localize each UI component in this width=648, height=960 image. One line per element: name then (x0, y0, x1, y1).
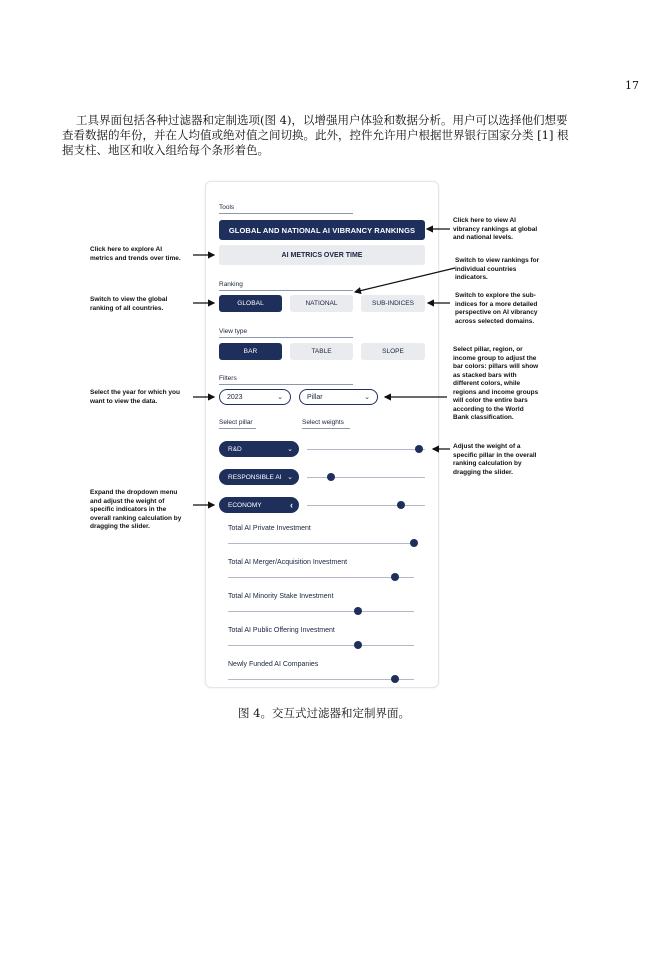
ranking-subindices-button[interactable]: SUB-INDICES (361, 295, 425, 312)
chevron-down-icon: ⌄ (277, 394, 283, 401)
annotation-line: Click here to view AI (453, 217, 516, 224)
annotation-line: Click here to explore AI (90, 246, 163, 253)
arrow-national (355, 268, 455, 292)
pillar-label: R&D (228, 445, 242, 453)
annotation-line: overall ranking calculation by (90, 514, 182, 522)
chevron-down-icon: ⌄ (287, 474, 293, 481)
ai-metrics-over-time-button[interactable]: AI METRICS OVER TIME (219, 245, 425, 265)
chevron-left-icon: ‹ (290, 500, 293, 510)
annotation-line: ranking of all countries. (90, 304, 164, 312)
annotation-line: indicators. (455, 274, 488, 281)
ranking-label: Ranking (219, 281, 243, 288)
annotation-line: specific indicators in the (90, 506, 167, 513)
page-number: 17 (625, 79, 639, 92)
view-table-button[interactable]: TABLE (290, 343, 353, 360)
annotation-line: Adjust the weight of a (453, 443, 521, 450)
annotation-line: want to view the data. (90, 397, 158, 405)
ranking-global-button[interactable]: GLOBAL (219, 295, 282, 312)
annotation-line: and adjust the weight of (90, 497, 165, 505)
indicator-label: Newly Funded AI Companies (228, 661, 319, 668)
chevron-down-icon: ⌄ (364, 394, 370, 401)
pillar-label: ECONOMY (228, 501, 262, 509)
select-weights-label: Select weights (302, 419, 344, 426)
annotation-line: ranking calculation by (453, 460, 522, 467)
annotation-line: different colors, while (453, 380, 521, 387)
annotation-line: Switch to explore the sub- (455, 292, 536, 299)
figure-caption: 图 4。交互式过滤器和定制界面。 (238, 706, 410, 720)
annotation-line: Select the year for which you (90, 389, 180, 396)
indicator-label: Total AI Private Investment (228, 525, 311, 532)
annotation-line: bar colors: pillars will show (453, 363, 539, 370)
annotation-line: Bank classification. (453, 414, 514, 421)
annotation-line: Switch to view rankings for (455, 257, 540, 264)
annotation-line: dragging the slider. (90, 523, 150, 530)
annotation-line: vibrancy rankings at global (453, 225, 538, 233)
tools-label: Tools (219, 204, 235, 211)
indicator-label: Total AI Public Offering Investment (228, 627, 335, 634)
paragraph-line: 据支柱、地区和收入组给每个条形着色。 (62, 143, 269, 157)
annotation-line: Switch to view the global (90, 296, 168, 303)
annotation-line: dragging the slider. (453, 468, 513, 476)
annotation-line: according to the World (453, 405, 524, 413)
annotation-line: individual countries (455, 265, 517, 273)
select-pillar-label: Select pillar (219, 419, 253, 426)
annotation-line: metrics and trends over time. (90, 254, 181, 262)
annotation-line: income group to adjust the (453, 354, 537, 362)
annotation-line: specific pillar in the overall (453, 451, 537, 459)
chevron-down-icon: ⌄ (287, 446, 293, 453)
annotation-line: regions and income groups (453, 388, 539, 396)
annotation-line: as stacked bars with (453, 371, 517, 379)
paragraph-line: 工具界面包括各种过滤器和定制选项(图 4)，以增强用户体验和数据分析。用户可以选择他们想要 (76, 113, 568, 127)
global-national-rankings-button[interactable]: GLOBAL AND NATIONAL AI VIBRANCY RANKINGS (219, 220, 425, 240)
paragraph-line: 查看数据的年份，并在人均值或绝对值之间切换。此外，控件允许用户根据世界银行国家分类 [1] 根 (62, 128, 569, 142)
filters-label: Filters (219, 375, 237, 382)
year-select-value: 2023 (227, 393, 243, 401)
color-by-select-value: Pillar (307, 393, 323, 401)
annotation-line: perspective on AI vibrancy (455, 309, 538, 316)
indicator-label: Total AI Merger/Acquisition Investment (228, 559, 348, 566)
annotation-line: will color the entire bars (453, 397, 528, 404)
ranking-national-button[interactable]: NATIONAL (290, 295, 353, 312)
annotation-line: indices for a more detailed (455, 300, 538, 308)
annotation-line: across selected domains. (455, 317, 535, 325)
view-type-label: View type (219, 328, 248, 335)
pillar-label: RESPONSIBLE AI (228, 473, 282, 481)
annotation-line: and national levels. (453, 234, 513, 241)
annotation-line: Expand the dropdown menu (90, 489, 178, 496)
indicator-label: Total AI Minority Stake Investment (228, 593, 334, 600)
view-bar-button[interactable]: BAR (219, 343, 282, 360)
annotation-line: Select pillar, region, or (453, 346, 523, 353)
view-slope-button[interactable]: SLOPE (361, 343, 425, 360)
